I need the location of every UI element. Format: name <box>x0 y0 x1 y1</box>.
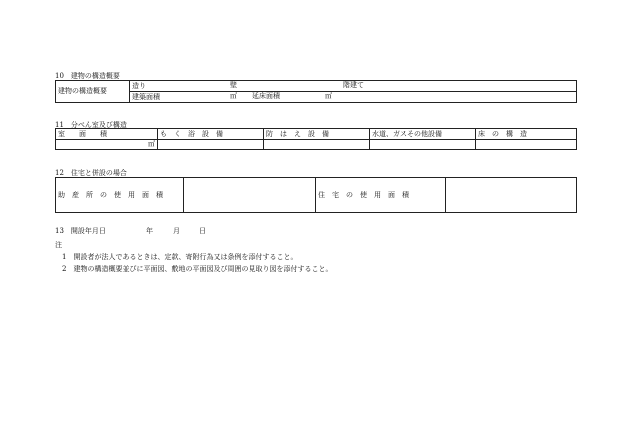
room-area-unit: ㎡ <box>148 140 155 148</box>
section-13-heading: 13 開設年月日 <box>55 227 106 235</box>
building-area-unit: ㎡ <box>230 92 237 100</box>
bath-equipment-cell[interactable] <box>158 140 264 150</box>
room-area-cell[interactable] <box>56 140 158 150</box>
wall-label: 壁 <box>230 81 237 89</box>
col-water-gas: 水道、ガスその他設備 <box>370 129 476 140</box>
floor-structure-cell[interactable] <box>476 140 577 150</box>
col-room-area: 室 面 積 <box>56 129 158 140</box>
floor-area-unit: ㎡ <box>325 92 332 100</box>
month-label: 月 <box>173 227 180 235</box>
note-2: 2 建物の構造概要並びに平面図、敷地の平面図及び周囲の見取り図を添付すること。 <box>62 265 333 273</box>
fly-prevention-cell[interactable] <box>264 140 370 150</box>
midwife-area-cell[interactable] <box>184 178 316 213</box>
year-label: 年 <box>146 227 153 235</box>
day-label: 日 <box>199 227 206 235</box>
structure-row[interactable] <box>130 81 577 92</box>
col-floor-structure: 床 の 構 造 <box>476 129 577 140</box>
building-area-label: 建築面積 <box>132 92 160 101</box>
area-row[interactable] <box>130 92 577 103</box>
floor-area-label: 延床面積 <box>252 92 280 100</box>
residence-area-cell[interactable] <box>446 178 577 213</box>
col-bath-equipment: も く 浴 設 備 <box>158 129 264 140</box>
residence-area-label: 住 宅 の 使 用 面 積 <box>316 178 446 213</box>
section-10-heading: 10 建物の構造概要 <box>55 72 120 80</box>
section-11-heading: 11 分べん室及び構造 <box>55 121 127 129</box>
notes-heading: 注 <box>55 241 62 249</box>
structure-label: 造り <box>132 81 146 90</box>
shared-residence-table <box>55 177 577 213</box>
building-structure-table <box>55 80 577 103</box>
building-structure-label: 建物の構造概要 <box>56 81 130 103</box>
midwife-area-label: 助 産 所 の 使 用 面 積 <box>56 178 184 213</box>
note-1: 1 開設者が法人であるときは、定款、寄附行為又は条例を添付すること。 <box>62 253 298 261</box>
col-fly-prevention: 防 は え 設 備 <box>264 129 370 140</box>
delivery-room-table <box>55 128 577 150</box>
section-12-heading: 12 住宅と併設の場合 <box>55 169 127 177</box>
floors-label: 階建て <box>343 81 364 89</box>
water-gas-cell[interactable] <box>370 140 476 150</box>
